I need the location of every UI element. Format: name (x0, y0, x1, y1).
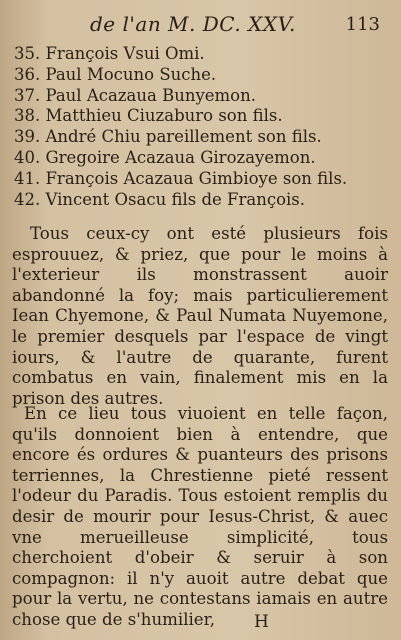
list-item: 42. Vincent Osacu fils de François. (14, 189, 305, 209)
list-item: 38. Matthieu Ciuzaburo son fils. (14, 106, 283, 126)
page-header (90, 12, 390, 38)
signature-mark: H (254, 612, 269, 632)
list-item: 40. Gregoire Acazaua Girozayemon. (14, 147, 316, 167)
running-head: de l'an M. DC. XXV. (90, 12, 296, 36)
list-item: 41. François Acazaua Gimbioye son fils. (14, 168, 348, 188)
list-item: 36. Paul Mocuno Suche. (14, 64, 217, 84)
martyr-list (14, 44, 394, 210)
list-item: 35. François Vsui Omi. (14, 44, 205, 63)
list-item: 37. Paul Acazaua Bunyemon. (14, 85, 256, 105)
paragraph-trials: Tous ceux-cy ont esté plusieurs fois esprouuez, & priez, que pour le moins à l'exterieur ils monstrassent auoir abandonné la foy; mais particulierement Iean Chyemone, & Paul Numata Nuyemone, le premier desquels par l'espace de vingt iours, & l'autre de quarante, furent combatus en vain, finalement mis en la prison des autres. (12, 224, 388, 408)
paragraph-prison-life: En ce lieu tous viuoient en telle façon, qu'ils donnoient bien à entendre, que encore és ordures & puanteurs des prisons terriennes, la Chrestienne pieté ressent l'odeur du Paradis. Tous estoient remplis du desir de mourir pour Iesus-Christ, & auec vne merueilleuse simplicité, tous cherchoient d'obeir & seruir à son compagnon: il n'y auoit autre debat que pour la vertu, ne contestans iamais en autre chose que de s'humilier, (12, 404, 388, 629)
page-number: 113 (345, 14, 380, 35)
list-item: 39. André Chiu pareillement son fils. (14, 127, 322, 147)
